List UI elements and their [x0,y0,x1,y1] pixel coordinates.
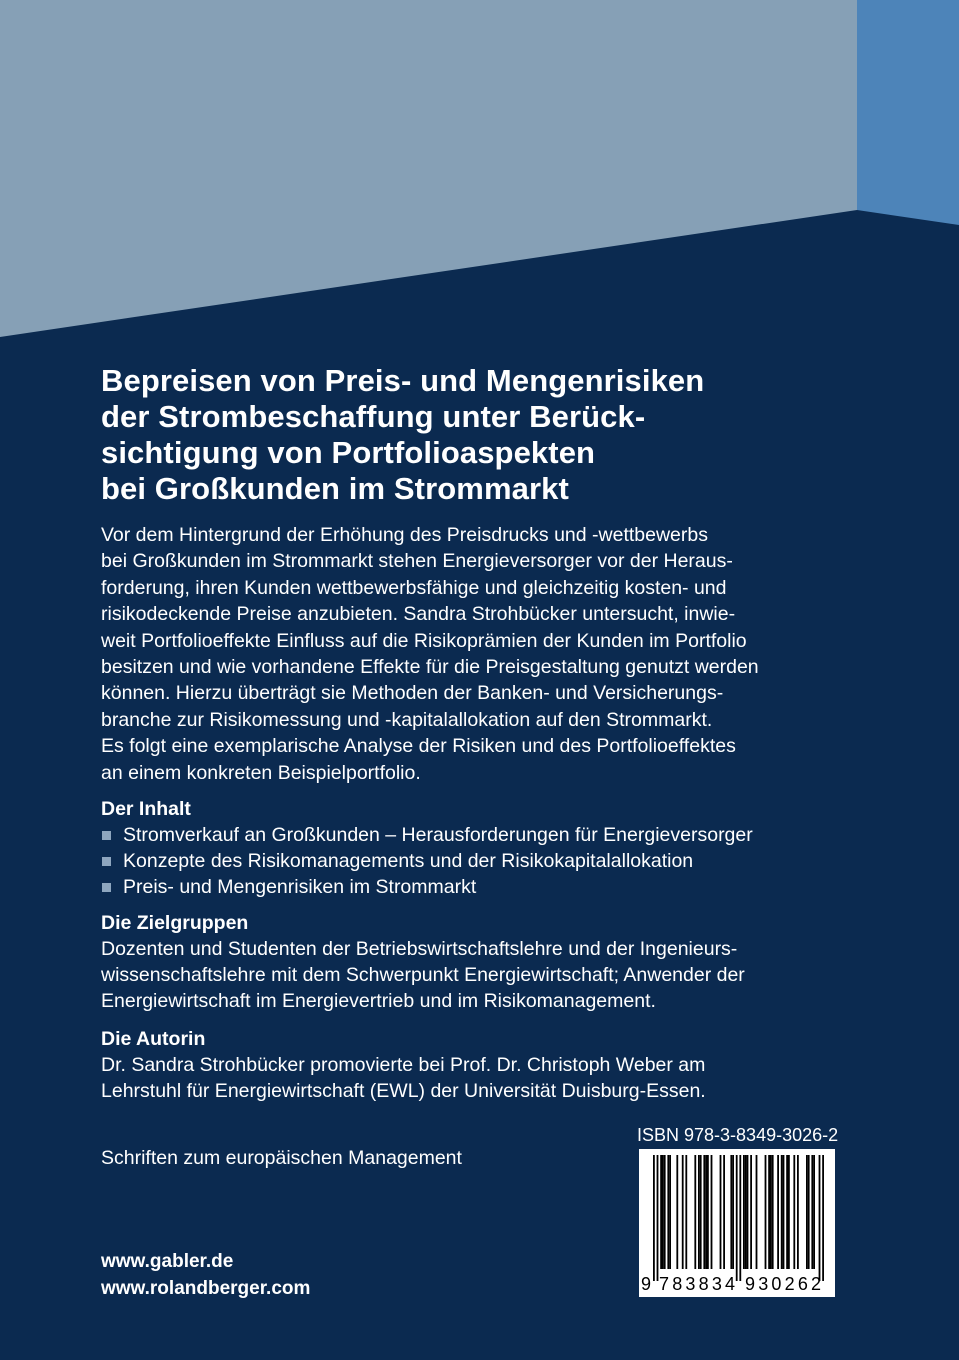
barcode-bar [739,1155,741,1281]
barcode-bar [819,1155,821,1281]
section-line: Energiewirtschaft im Energievertrieb und im Risikomanagement. [101,990,656,1012]
section-heading: Die Zielgruppen [101,912,249,934]
barcode-bar [730,1155,732,1269]
section-heading: Die Autorin [101,1028,206,1050]
barcode-bar [720,1155,722,1269]
bullet-square-icon [102,857,111,866]
abstract-line: Es folgt eine exemplarische Analyse der Risiken und des Portfolioeffektes [101,735,736,758]
barcode-bar [745,1155,747,1269]
series-name: Schriften zum europäischen Management [101,1147,462,1169]
list-item [101,822,861,848]
barcode-bar [806,1155,808,1269]
title-line: sichtigung von Portfolioaspekten [101,435,596,470]
abstract-line: bei Großkunden im Strommarkt stehen Energieversorger vor der Heraus- [101,550,733,573]
section-line: Dr. Sandra Strohbücker promovierte bei Prof. Dr. Christoph Weber am [101,1054,706,1076]
barcode-bar [793,1155,795,1269]
isbn-text: ISBN 978-3-8349-3026-2 [637,1125,839,1145]
barcode-bar [786,1155,788,1269]
section-heading: Der Inhalt [101,798,191,820]
isbn-barcode [639,1149,835,1297]
url-link[interactable]: www.gabler.de [101,1251,234,1272]
barcode-bar [781,1155,783,1269]
barcode-bar [700,1155,702,1269]
abstract-line: weit Portfolioeffekte Einfluss auf die Risikoprämien der Kunden im Portfolio [101,629,747,652]
barcode-bar [808,1155,810,1269]
barcode-bar [756,1155,758,1269]
barcode-bar [788,1155,790,1269]
barcode-bar [698,1155,700,1269]
barcode-bar [765,1155,767,1269]
barcode-bar [682,1155,684,1269]
contents-list [101,822,861,900]
barcode-bar [723,1155,725,1269]
section-inhalt [101,796,861,900]
barcode-bar [797,1155,799,1269]
barcode-bar [703,1155,705,1269]
section-autorin [101,1026,861,1104]
list-item-text: Konzepte des Risikomanagements und der Risikokapitalallokation [123,850,694,872]
abstract-line: an einem konkreten Beispielportfolio. [101,761,421,784]
barcode-bar [664,1155,666,1269]
book-title [101,363,861,507]
barcode-bar [669,1155,671,1269]
barcode-bar [770,1155,772,1269]
abstract-line: forderung, ihren Kunden wettbewerbsfähige und gleichzeitig kosten- und [101,576,727,599]
barcode-lead-digit: 9 [641,1274,652,1294]
abstract-line: risikodeckende Preise anzubieten. Sandra Strohbücker untersucht, inwie- [101,603,736,626]
barcode-bar [772,1155,774,1269]
title-line: Bepreisen von Preis- und Mengenrisiken [101,363,705,398]
barcode-left-digits: 783834 [659,1274,739,1294]
barcode-bar [822,1155,824,1281]
title-line: bei Großkunden im Strommarkt [101,471,569,506]
barcode-bar [750,1155,752,1269]
abstract-line: Vor dem Hintergrund der Erhöhung des Preisdrucks und -wettbewerbs [101,524,708,546]
abstract [101,522,861,786]
barcode-bar [653,1155,655,1281]
section-line: wissenschaftslehre mit dem Schwerpunkt Energiewirtschaft; Anwender der [101,964,745,986]
barcode-bar [743,1155,745,1269]
barcode-right-digits: 930262 [745,1274,825,1294]
abstract-line: branche zur Risikomessung und -kapitalallokation auf den Strommarkt. [101,708,713,731]
barcode-bar [747,1155,749,1269]
barcode-bar [768,1155,770,1269]
barcode-bar [732,1155,734,1269]
barcode-bar [813,1155,815,1269]
barcode-bar [662,1155,664,1269]
barcode-bar [705,1155,707,1269]
url-link[interactable]: www.rolandberger.com [101,1278,311,1299]
abstract-line: besitzen und wie vorhandene Effekte für die Preisgestaltung genutzt werden [101,656,759,679]
publisher-urls [101,1248,310,1302]
list-item [101,874,861,900]
title-line: der Strombeschaffung unter Berück- [101,399,646,434]
barcode-bar [667,1155,669,1269]
list-item-text: Stromverkauf an Großkunden – Herausforderungen für Energieversorger [123,824,753,846]
barcode-bar [707,1155,709,1269]
barcode-bar [711,1155,713,1269]
section-zielgruppen [101,910,861,1014]
barcode-bar [694,1155,696,1269]
barcode-bar [685,1155,687,1269]
barcode-bar [811,1155,813,1269]
barcode-bar [777,1155,779,1269]
abstract-line: können. Hierzu überträgt sie Methoden der Banken- und Versicherungs- [101,682,724,705]
section-line: Dozenten und Studenten der Betriebswirtschaftslehre und der Ingenieurs- [101,938,738,960]
barcode-bar [736,1155,738,1281]
bullet-square-icon [102,883,111,892]
blue-accent-band [857,0,959,225]
section-line: Lehrstuhl für Energiewirtschaft (EWL) der Universität Duisburg-Essen. [101,1080,706,1102]
bullet-square-icon [102,831,111,840]
barcode-bar [657,1155,659,1281]
barcode-bar [676,1155,678,1269]
barcode-bar [783,1155,785,1269]
list-item-text: Preis- und Mengenrisiken im Strommarkt [123,876,477,898]
list-item [101,848,861,874]
barcode-bar [660,1155,662,1269]
barcode-digits [639,1273,835,1295]
